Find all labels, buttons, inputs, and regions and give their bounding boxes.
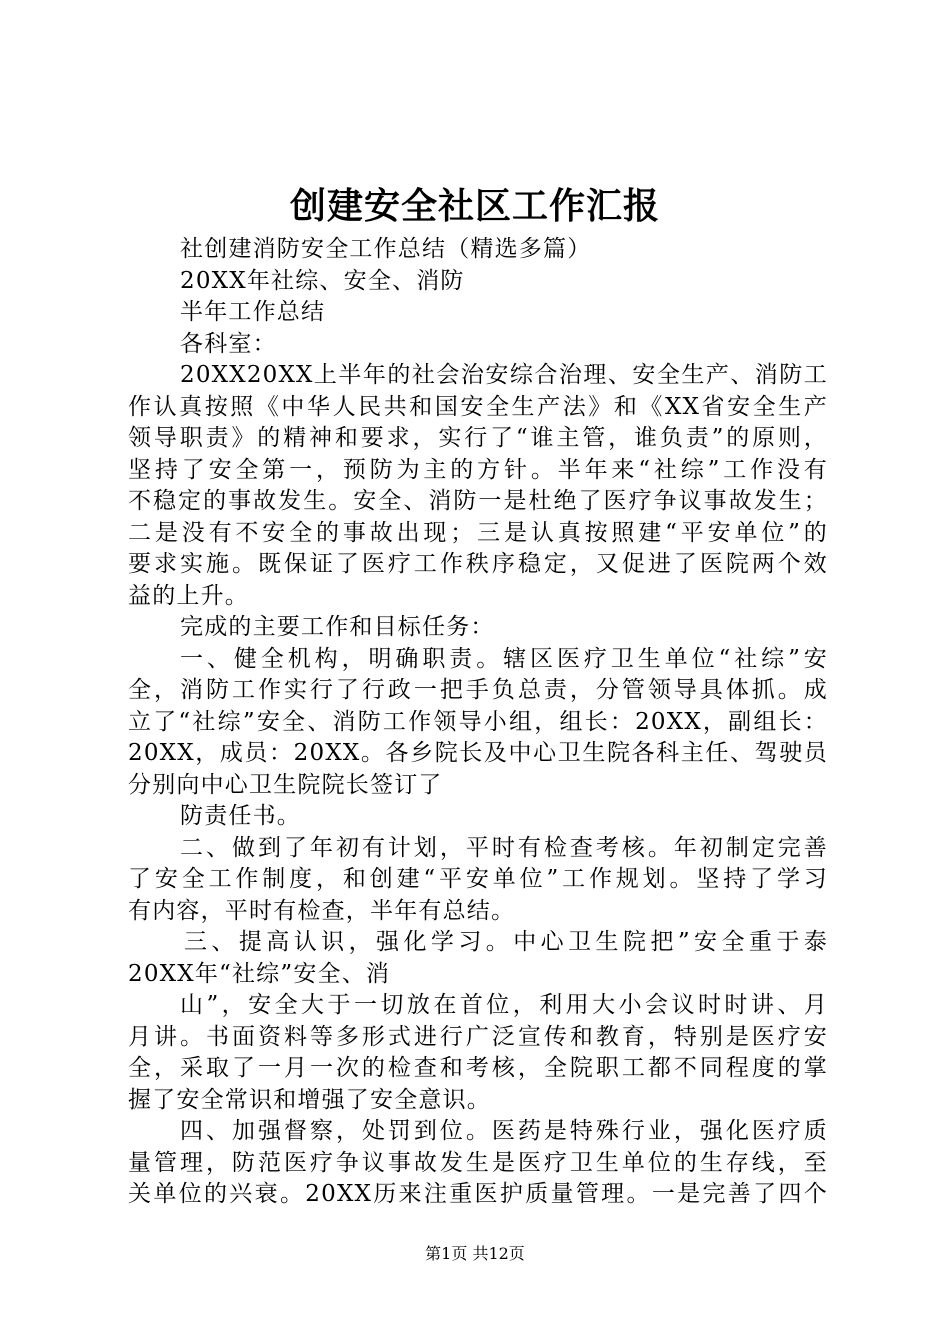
paragraph-line: 立了“社综”安全、消防工作领导小组，组长：20XX，副组长：	[128, 708, 828, 735]
paragraph-line: 坚持了安全第一，预防为主的方针。半年来“社综”工作没有	[128, 456, 828, 483]
paragraph-line: 分别向中心卫生院院长签订了	[128, 771, 443, 798]
paragraph-line: 防责任书。	[180, 803, 301, 829]
document-body	[128, 234, 828, 1211]
subtitle-line: 社创建消防安全工作总结（精选多篇）	[180, 236, 592, 262]
paragraph-line: 领导职责》的精神和要求，实行了“谁主管，谁负责”的原则，	[128, 425, 828, 451]
paragraph-line: 有内容，平时有检查，半年有总结。	[128, 897, 516, 924]
text-line: 20XX年社综、安全、消防	[180, 267, 465, 294]
paragraph-line: 了安全工作制度，和创建“平安单位”工作规划。坚持了学习	[128, 866, 828, 892]
paragraph-line: 量管理，防范医疗争议事故发生是医疗卫生单位的生存线，至	[128, 1149, 828, 1176]
paragraph-line: 益的上升。	[128, 582, 249, 609]
paragraph-line: 要求实施。既保证了医疗工作秩序稳定，又促进了医院两个效	[128, 551, 828, 577]
paragraph-line: 山”，安全大于一切放在首位，利用大小会议时时讲、月	[180, 992, 828, 1018]
paragraph-line: 20XX年“社综”安全、消	[128, 960, 391, 987]
section-heading: 完成的主要工作和目标任务：	[180, 614, 495, 640]
paragraph-line: 握了安全常识和增强了安全意识。	[128, 1086, 491, 1113]
paragraph-line: 关单位的兴衰。20XX历来注重医护质量管理。一是完善了四个	[128, 1181, 828, 1207]
paragraph-line: 月讲。书面资料等多形式进行广泛宣传和教育，特别是医疗安	[128, 1023, 828, 1050]
paragraph-line: 三、提高认识，强化学习。中心卫生院把”安全重于泰	[184, 929, 828, 955]
paragraph-line: 全，采取了一月一次的检查和考核，全院职工都不同程度的掌	[128, 1055, 828, 1081]
document-title: 创建安全社区工作汇报	[289, 186, 660, 227]
salutation-line: 各科室：	[180, 330, 277, 357]
paragraph-line: 20XX20XX上半年的社会治安综合治理、安全生产、消防工	[180, 362, 828, 388]
paragraph-line: 不稳定的事故发生。安全、消防一是杜绝了医疗争议事故发生；	[128, 488, 828, 514]
text-line: 半年工作总结	[180, 299, 326, 325]
paragraph-line: 四、加强督察，处罚到位。医药是特殊行业，强化医疗质	[180, 1118, 828, 1144]
paragraph-line: 全，消防工作实行了行政一把手负总责，分管领导具体抓。成	[128, 677, 828, 703]
paragraph-line: 一、健全机构，明确职责。辖区医疗卫生单位“社综”安	[180, 645, 828, 672]
paragraph-line: 20XX，成员：20XX。各乡院长及中心卫生院各科主任、驾驶员	[128, 740, 828, 766]
paragraph-line: 二是没有不安全的事故出现；三是认真按照建“平安单位”的	[128, 519, 828, 546]
page-number-footer: 第1页 共12页	[425, 1244, 525, 1263]
paragraph-line: 二、做到了年初有计划，平时有检查考核。年初制定完善	[180, 834, 828, 861]
paragraph-line: 作认真按照《中华人民共和国安全生产法》和《XX省安全生产	[128, 393, 828, 420]
